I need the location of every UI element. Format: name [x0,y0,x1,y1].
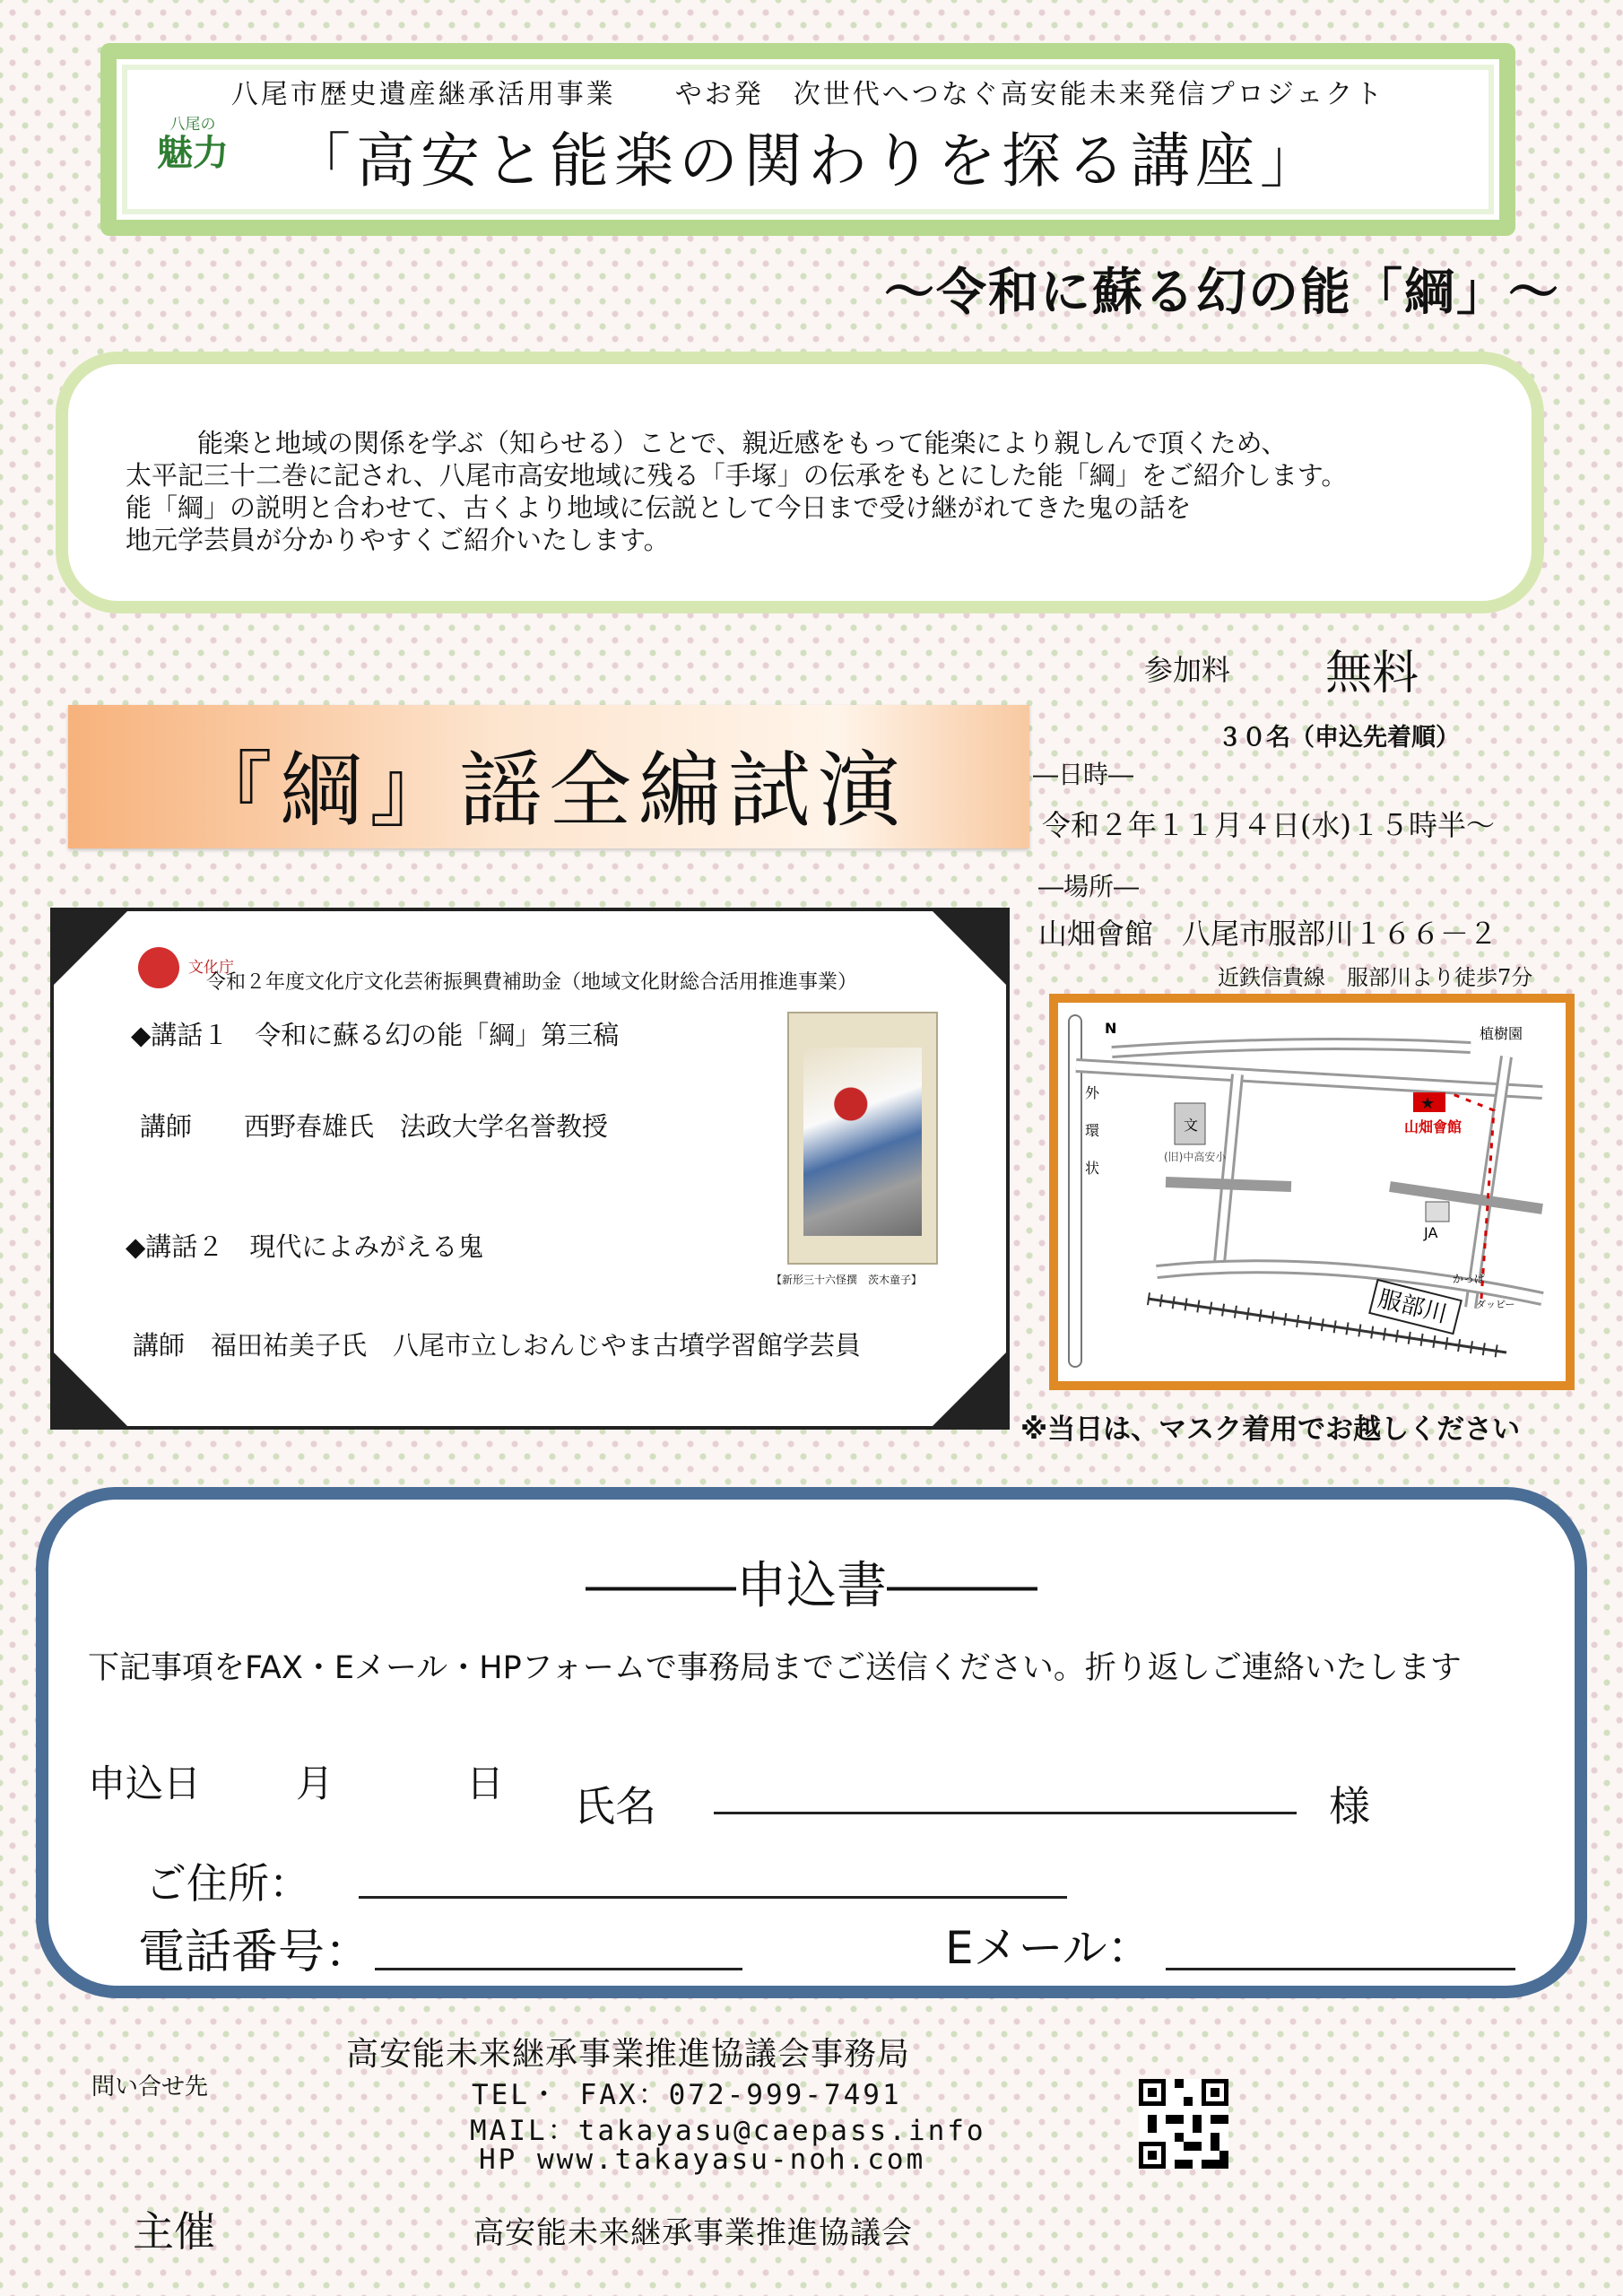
ukiyoe-picture [787,1012,938,1265]
capacity: ３０名（申込先着順） [1218,724,1460,752]
date-value: 令和２年１１月４日(水)１５時半～ [1042,808,1495,842]
talk1-title: ◆講話１ 令和に蘇る幻の能「綱」第三稿 [131,1020,620,1050]
star-icon: ★ [1420,1094,1436,1113]
intro-box [56,352,1544,613]
name-label: 氏名 [574,1782,656,1831]
date-heading: ―日時― [1033,760,1134,789]
place-heading: ―場所― [1038,872,1140,901]
talk1-speaker: 講師 西野春雄氏 法政大学名誉教授 [140,1111,609,1142]
name-field[interactable] [714,1812,1297,1814]
north-arrow-icon: N [1105,1020,1117,1037]
qr-code-pattern [1139,2079,1228,2169]
lecture-frame [50,908,1010,1430]
month-label: 月 [296,1761,334,1805]
fee-value: 無料 [1325,647,1419,700]
talk2-title: ◆講話２ 現代によみがえる鬼 [126,1231,484,1262]
email-label: Eメール： [945,1922,1152,1974]
map-ring-road-label: 状 [1085,1160,1100,1177]
map-shop-label: かっぱ [1453,1273,1486,1285]
picture-caption: 【新形三十六怪撰 茨木童子】 [771,1274,923,1286]
application-form [36,1487,1587,1998]
ja-icon [1426,1202,1449,1222]
performance-banner [68,705,1029,848]
map-plant-label: 植樹園 [1480,1025,1523,1042]
ukiyoe-image [803,1048,922,1236]
map-shop-label: ダッピー [1476,1299,1515,1310]
logo-small-text: 八尾の [169,116,216,134]
header-banner [100,43,1515,236]
map-venue-label: 山畑會館 [1404,1118,1462,1135]
logo-big-text: 魅力 [157,133,229,174]
frame-corner [50,908,131,988]
header-subtitle: 八尾市歴史遺産継承活用事業 やお発 次世代へつなぐ高安能未来発信プロジェクト [230,79,1385,110]
frame-corner [50,1349,131,1430]
form-instruction: 下記事項をFAX・Eメール・HPフォームで事務局までご送信ください。折り返しご連絡いたします [88,1650,1462,1686]
intro-line: 能「綱」の説明と合わせて、古くより地域に伝説として今日まで受け継がれてきた鬼の話を [126,492,1192,523]
qr-code-icon[interactable] [1139,2079,1228,2169]
contact-tel: TEL・ FAX：072-999-7491 [472,2079,902,2111]
map-ja-label: JA [1424,1224,1438,1241]
intro-line: 太平記三十二巻に記され、八尾市高安地域に残る「手塚」の伝承をもとにした能「綱」をご紹介します。 [126,460,1348,491]
address-label: ご住所： [145,1859,310,1908]
contact-label: 問い合せ先 [91,2074,209,2100]
tel-field[interactable] [375,1968,742,1970]
day-label: 日 [466,1761,505,1805]
page-title: 「高安と能楽の関わりを探る講座」 [291,126,1324,196]
contact-org: 高安能未来継承事業推進協議会事務局 [346,2036,911,2073]
honorific-label: 様 [1329,1782,1370,1831]
event-subtitle: ～令和に蘇る幻の能「綱」～ [884,263,1560,322]
host-label: 主催 [133,2207,215,2256]
form-title: ―――申込書――― [586,1557,1037,1615]
application-date-label: 申込日 [88,1761,202,1805]
contact-mail[interactable]: MAIL：takayasu@caepass.info [470,2115,986,2147]
access-map [1049,994,1575,1390]
map-school-label: (旧)中高安小 [1164,1151,1227,1163]
map-road [1166,1182,1291,1187]
host-value: 高安能未来継承事業推進協議会 [473,2215,913,2251]
map-ring-road-label: 外 [1085,1084,1100,1101]
place-value: 山畑會館 八尾市服部川１６６－２ [1038,917,1498,951]
map-ring-road-label: 環 [1085,1122,1100,1139]
map-station-label: 服部川 [1375,1285,1450,1329]
intro-line: 地元学芸員が分かりやすくご紹介いたします。 [126,525,670,555]
email-field[interactable] [1166,1968,1515,1970]
grant-text: 令和２年度文化庁文化芸術振興費補助金（地域文化財総合活用推進事業） [206,971,858,994]
school-mark: 文 [1184,1117,1199,1134]
mask-notice: ※当日は、マスク着用でお越しください [1020,1413,1521,1446]
intro-text [126,427,1524,556]
access-info: 近鉄信貴線 服部川より徒歩7分 [1218,965,1533,990]
address-field[interactable] [359,1896,1067,1899]
map-road [1390,1187,1542,1209]
frame-corner [929,908,1010,988]
tel-label: 電話番号： [138,1926,372,1979]
bunka-logo-text: 文化庁 [188,959,234,977]
contact-hp[interactable]: HP www.takayasu-noh.com [479,2144,926,2176]
intro-line: 能楽と地域の関係を学ぶ（知らせる）ことで、親近感をもって能楽により親しんで頂くため、 [197,428,1288,458]
yao-logo [152,111,233,192]
map-drawing [1058,1003,1566,1381]
fee-label: 参加料 [1144,653,1231,687]
talk2-speaker: 講師 福田祐美子氏 八尾市立しおんじやま古墳学習館学芸員 [133,1330,862,1361]
frame-corner [929,1349,1010,1430]
bunka-logo-icon [138,947,179,988]
performance-title: 『綱』謡全編試演 [189,743,907,839]
